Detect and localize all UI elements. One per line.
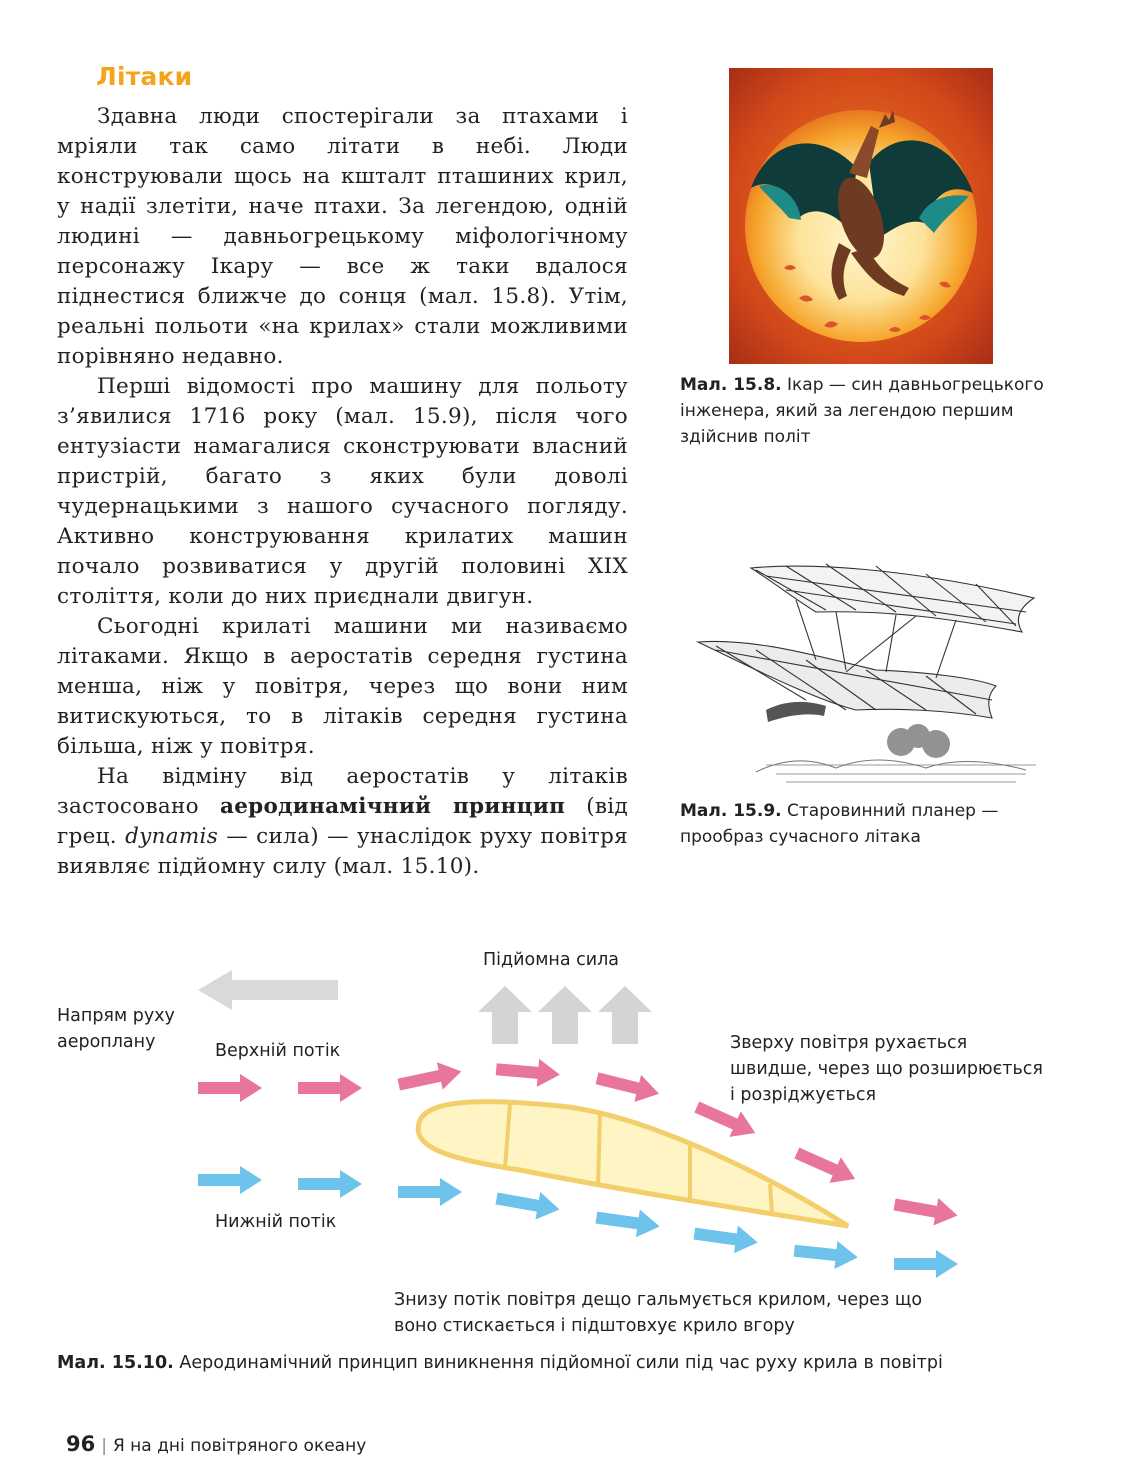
paragraph-text: (від грец. (57, 794, 628, 849)
paragraph (57, 762, 628, 882)
figure-caption (680, 798, 1050, 850)
upper-flow-label: Верхній потік (215, 1041, 341, 1061)
icarus-illustration (729, 68, 993, 364)
caption-text: Аеродинамічний принцип виникнення підйомної сили під час руху крила в повітрі (173, 1353, 943, 1373)
direction-arrow-icon (198, 970, 338, 1010)
caption-label: Мал. 15.9. (680, 801, 782, 821)
bottom-flow-note: Знизу потік повітря дещо гальмується крилом, через що воно стискається і підштовхує крило вгору (394, 1290, 923, 1336)
page-footer (66, 1432, 366, 1456)
footer-separator: | (101, 1436, 107, 1456)
paragraph: Перші відомості про машину для польоту з’явилися 1716 року (мал. 15.9), після чого ентузіасти намагалися сконструювати власний пристрій, багато з яких були доволі чудернацькими з нашого сучасного погляду. Активно конструювання крилатих машин почало розвиватися у другій половині XIX століття, коли до них приєднали двигун. (57, 374, 628, 609)
glider-illustration (696, 560, 1036, 792)
lift-force-label: Підйомна сила (483, 950, 620, 970)
lower-flow-label: Нижній потік (215, 1212, 337, 1232)
paragraph: Сьогодні крилаті машини ми називаємо літаками. Якщо в аеростатів середня густина менша, ніж у повітря, через що вони ним витискуються, то в літаків середня густина більша, ніж у повітря. (57, 614, 628, 759)
paragraph: Здавна люди спостерігали за птахами і мріяли так само літати в небі. Люди конструювали щось на кшталт пташиних крил, у надії злетіти, наче птахи. За легендою, одній людині — давньогрецькому міфологічному персонажу Ікару — все ж таки вдалося піднестися ближче до сонця (мал. 15.8). Утім, реальні польоти «на крилах» стали можливими порівняно недавно. (57, 104, 628, 369)
chapter-title: Я на дні повітряного океану (112, 1436, 367, 1456)
caption-label: Мал. 15.8. (680, 375, 782, 395)
term-bold: аеродинамічний принцип (219, 794, 566, 819)
lift-arrows-icon (478, 986, 652, 1044)
caption-text: Ікар — син давньогрецького інженера, який за легендою першим здійснив політ (680, 375, 1044, 447)
wing-profile-icon (418, 1102, 848, 1226)
page-number: 96 (66, 1432, 96, 1456)
paragraph-text: На відміну від аеростатів у літаків застосовано (57, 764, 628, 819)
figure-caption (57, 1353, 1087, 1373)
term-italic: dynamis (125, 824, 219, 849)
direction-label: Напрям руху аероплану (57, 1006, 175, 1052)
body-text (57, 102, 628, 882)
paragraph-text: — сила) — унаслідок руху повітря виявляє підйомну силу (мал. 15.10). (57, 824, 629, 879)
figure-caption (680, 372, 1050, 450)
caption-label: Мал. 15.10. (57, 1353, 174, 1373)
top-flow-note: Зверху повітря рухається швидше, через що розширюється і розріджується (730, 1033, 1043, 1105)
section-title: Літаки (96, 62, 193, 91)
caption-text: Старовинний планер — прообраз сучасного літака (680, 801, 999, 847)
